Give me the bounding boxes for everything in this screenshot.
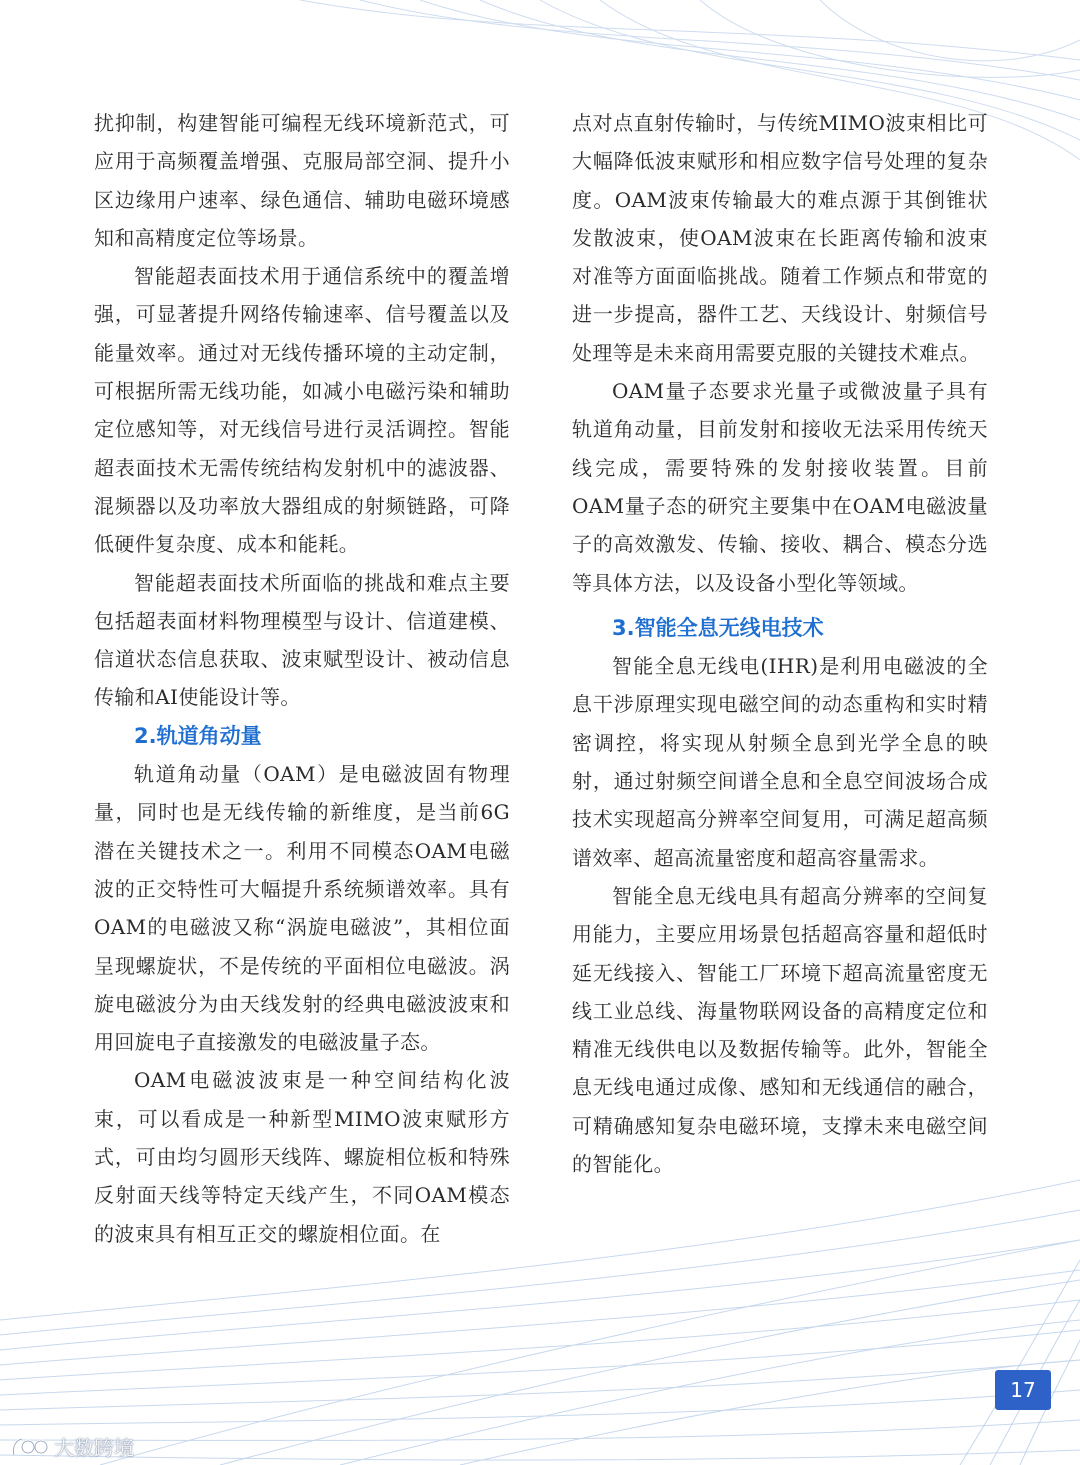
paragraph: OAM量子态要求光量子或微波量子具有轨道角动量，目前发射和接收无法采用传统天线完成，需要特殊的发射接收装置。目前OAM量子态的研究主要集中在OAM电磁波量子的高效激发、传输、接收、耦合、模态分选等具体方法，以及设备小型化等领域。 [572, 379, 988, 595]
paragraph: OAM电磁波波束是一种空间结构化波束，可以看成是一种新型MIMO波束赋形方式，可由均匀圆形天线阵、螺旋相位板和特殊反射面天线等特定天线产生，不同OAM模态的波束具有相互正交的螺旋相位面。在 [94, 1068, 510, 1246]
page-number: 17 [995, 1370, 1051, 1410]
watermark-text: 大数跨境 [54, 1436, 134, 1460]
paragraph: 点对点直射传输时，与传统MIMO波束相比可大幅降低波束赋形和相应数字信号处理的复杂度。OAM波束传输最大的难点源于其倒锥状发散波束，使OAM波束在长距离传输和波束对准等方面面临挑战。随着工作频点和带宽的进一步提高，器件工艺、天线设计、射频信号处理等是未来商用需要克服的关键技术难点。 [572, 111, 988, 365]
paragraph: 智能全息无线电(IHR)是利用电磁波的全息干涉原理实现电磁空间的动态重构和实时精密调控，将实现从射频全息到光学全息的映射，通过射频空间谱全息和全息空间波场合成技术实现超高分辨率空间复用，可满足超高频谱效率、超高流量密度和超高容量需求。 [572, 654, 988, 870]
paragraph: 智能全息无线电具有超高分辨率的空间复用能力，主要应用场景包括超高容量和超低时延无线接入、智能工厂环境下超高流量密度无线工业总线、海量物联网设备的高精度定位和精准无线供电以及数据传输等。此外，智能全息无线电通过成像、感知和无线通信的融合，可精确感知复杂电磁环境，支撑未来电磁空间的智能化。 [572, 883, 988, 1177]
watermark [10, 1432, 134, 1461]
section-heading: 3.智能全息无线电技术 [612, 615, 824, 640]
paragraph: 扰抑制，构建智能可编程无线环境新范式，可应用于高频覆盖增强、克服局部空洞、提升小区边缘用户速率、绿色通信、辅助电磁环境感知和高精度定位等场景。 [94, 111, 510, 250]
paragraph: 智能超表面技术用于通信系统中的覆盖增强，可显著提升网络传输速率、信号覆盖以及能量效率。通过对无线传播环境的主动定制，可根据所需无线功能，如减小电磁污染和辅助定位感知等，对无线信号进行灵活调控。智能超表面技术无需传统结构发射机中的滤波器、混频器以及功率放大器组成的射频链路，可降低硬件复杂度、成本和能耗。 [94, 264, 510, 557]
section-heading: 2.轨道角动量 [134, 723, 262, 748]
watermark-logo-icon [10, 1435, 50, 1459]
left-column [94, 104, 510, 1253]
paragraph: 轨道角动量（OAM）是电磁波固有物理量，同时也是无线传输的新维度，是当前6G潜在关键技术之一。利用不同模态OAM电磁波的正交特性可大幅提升系统频谱效率。具有OAM的电磁波又称“涡旋电磁波”，其相位面呈现螺旋状，不是传统的平面相位电磁波。涡旋电磁波分为由天线发射的经典电磁波波束和用回旋电子直接激发的电磁波量子态。 [94, 762, 510, 1055]
paragraph: 智能超表面技术所面临的挑战和难点主要包括超表面材料物理模型与设计、信道建模、信道状态信息获取、波束赋型设计、被动信息传输和AI使能设计等。 [94, 570, 510, 710]
right-column [572, 104, 988, 1183]
